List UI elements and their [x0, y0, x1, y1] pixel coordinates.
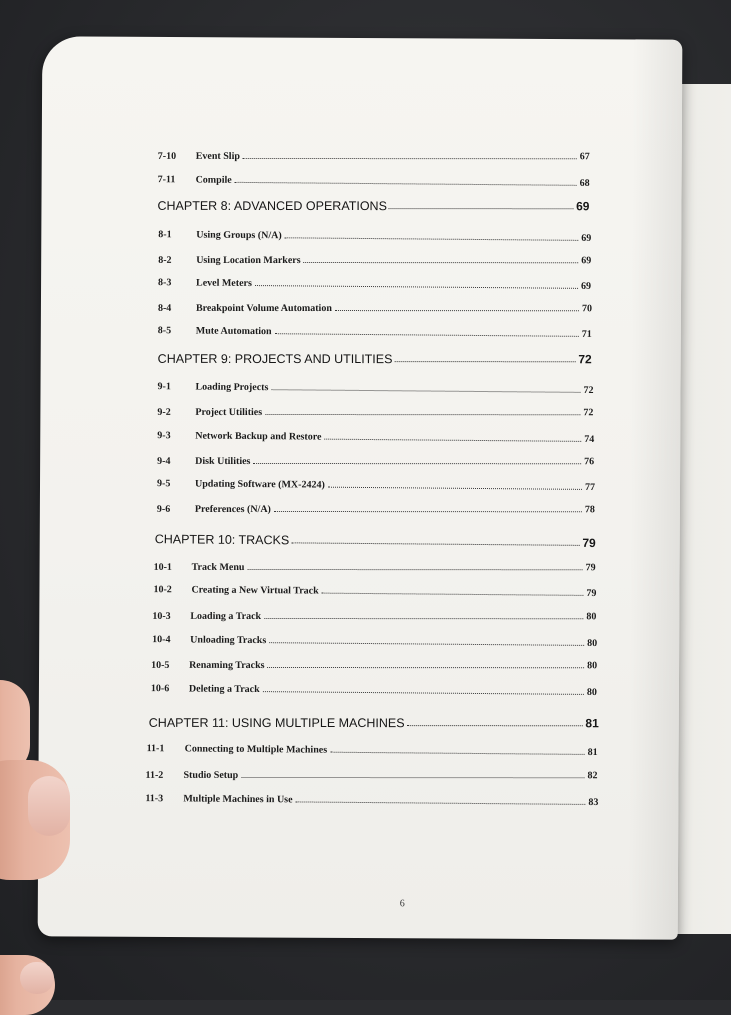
- section-title: Using Groups (N/A): [196, 229, 282, 242]
- chapter-page: 72: [578, 352, 592, 367]
- section-title: Project Utilities: [195, 406, 263, 418]
- section-number: 10-2: [153, 584, 172, 596]
- dot-leader: [335, 309, 579, 311]
- dot-leader: [407, 724, 583, 726]
- section-number: 8-4: [157, 302, 172, 314]
- section-page: 79: [586, 587, 597, 600]
- section-page: 77: [584, 481, 596, 493]
- toc-entry: [147, 740, 598, 758]
- section-page: 78: [584, 504, 595, 516]
- dot-leader: [255, 284, 578, 289]
- section-number: 10-5: [151, 659, 170, 671]
- toc-entry: [145, 767, 597, 781]
- section-page: 80: [586, 686, 597, 699]
- section-number: 8-2: [158, 254, 172, 266]
- chapter-title: CHAPTER 8: ADVANCED OPERATIONS: [157, 198, 387, 214]
- section-number: 9-5: [156, 478, 171, 490]
- section-title: Level Meters: [196, 277, 252, 290]
- chapter-heading: [149, 712, 599, 730]
- dot-leader: [243, 157, 577, 159]
- toc-entry: [153, 581, 596, 599]
- section-page: 69: [581, 255, 592, 267]
- section-page: 74: [584, 433, 595, 445]
- section-number: 7-11: [157, 174, 176, 186]
- section-page: 69: [581, 280, 592, 292]
- dot-leader: [322, 592, 584, 596]
- chapter-heading: [157, 195, 589, 213]
- section-page: 80: [586, 611, 597, 623]
- dot-leader: [285, 236, 579, 241]
- toc-entry: [158, 252, 591, 266]
- section-page: 71: [581, 328, 592, 340]
- section-title: Breakpoint Volume Automation: [195, 302, 332, 315]
- dot-leader: [328, 486, 582, 490]
- dot-leader: [263, 690, 584, 695]
- toc-entry: [154, 559, 596, 573]
- section-title: Network Backup and Restore: [195, 430, 322, 443]
- section-page: 80: [587, 637, 598, 650]
- chapter-heading: [158, 348, 592, 366]
- section-title: Studio Setup: [183, 769, 239, 781]
- section-title: Renaming Tracks: [189, 659, 265, 671]
- section-title: Updating Software (MX-2424): [194, 478, 325, 491]
- section-title: Mute Automation: [195, 325, 272, 338]
- section-title: Compile: [195, 174, 232, 186]
- section-number: 9-3: [157, 430, 171, 442]
- toc-entry: [157, 501, 595, 515]
- section-number: 8-5: [157, 325, 172, 337]
- chapter-title: CHAPTER 9: PROJECTS AND UTILITIES: [157, 351, 393, 367]
- section-number: 9-6: [156, 503, 171, 515]
- toc-entry: [145, 790, 598, 808]
- dot-leader: [264, 617, 583, 619]
- toc-entry: [157, 404, 593, 418]
- section-number: 11-3: [145, 793, 164, 805]
- page-shade: [628, 39, 683, 939]
- toc-entry: [157, 378, 593, 396]
- section-title: Loading a Track: [190, 610, 262, 622]
- toc-entry: [151, 657, 597, 671]
- section-title: Creating a New Virtual Track: [191, 584, 319, 597]
- chapter-heading: [155, 528, 596, 550]
- toc-entry: [152, 631, 597, 649]
- section-number: 8-3: [158, 277, 172, 289]
- toc-entry: [158, 300, 592, 314]
- section-page: 83: [588, 796, 599, 809]
- section-page: 81: [587, 746, 598, 759]
- toc-entry: [157, 453, 594, 467]
- hand-thumb: [0, 680, 75, 1000]
- document-page: [38, 36, 683, 939]
- section-page: 72: [583, 384, 594, 396]
- page-number: 6: [399, 898, 405, 910]
- section-title: Disk Utilities: [195, 455, 251, 467]
- section-page: 76: [584, 456, 595, 468]
- section-page: 69: [581, 232, 592, 244]
- toc-entry: [157, 427, 594, 445]
- dot-leader: [330, 751, 585, 755]
- chapter-page: 69: [576, 199, 590, 214]
- section-title: Deleting a Track: [188, 683, 260, 696]
- dot-leader: [304, 261, 579, 263]
- dot-leader: [275, 332, 579, 337]
- dot-leader: [291, 541, 579, 546]
- toc-entry: [158, 226, 591, 244]
- section-number: 11-2: [145, 769, 164, 781]
- section-title: Connecting to Multiple Machines: [184, 743, 328, 756]
- section-page: 79: [585, 562, 596, 574]
- section-page: 80: [587, 660, 598, 672]
- dot-leader: [269, 641, 584, 646]
- section-number: 10-1: [153, 561, 172, 573]
- toc-entry: [158, 148, 590, 162]
- section-page: 67: [579, 151, 590, 163]
- section-title: Multiple Machines in Use: [183, 793, 293, 806]
- dot-leader: [253, 462, 581, 464]
- dot-leader: [247, 568, 582, 570]
- toc-entry: [151, 680, 597, 698]
- section-page: 68: [579, 177, 590, 189]
- section-number: 9-4: [157, 455, 171, 467]
- section-title: Using Location Markers: [196, 254, 301, 267]
- section-number: 11-1: [146, 743, 165, 755]
- dot-leader: [241, 776, 584, 778]
- chapter-title: CHAPTER 11: USING MULTIPLE MACHINES: [148, 715, 405, 731]
- dot-leader: [235, 181, 577, 186]
- toc-entry: [152, 608, 596, 622]
- section-title: Track Menu: [191, 561, 245, 573]
- toc-entry: [158, 171, 590, 189]
- section-number: 8-1: [158, 229, 172, 241]
- section-page: 70: [581, 303, 592, 315]
- chapter-title: CHAPTER 10: TRACKS: [154, 532, 290, 548]
- chapter-page: 79: [582, 535, 596, 551]
- dot-leader: [268, 666, 585, 668]
- chapter-page: 81: [585, 716, 599, 731]
- dot-leader: [324, 438, 581, 442]
- section-number: 9-1: [157, 381, 171, 393]
- section-number: 10-4: [152, 634, 171, 646]
- section-number: 10-3: [152, 610, 171, 622]
- dot-leader: [296, 800, 586, 805]
- section-title: Event Slip: [195, 150, 240, 162]
- toc-entry: [158, 274, 591, 292]
- section-number: 9-2: [157, 406, 171, 418]
- section-title: Loading Projects: [195, 381, 269, 394]
- toc-entry: [157, 475, 595, 493]
- section-number: 10-6: [150, 683, 170, 695]
- section-number: 7-10: [157, 150, 177, 162]
- section-page: 82: [587, 770, 598, 782]
- dot-leader: [394, 360, 575, 362]
- dot-leader: [274, 510, 582, 512]
- dot-leader: [265, 413, 580, 415]
- dot-leader: [389, 207, 573, 209]
- dot-leader: [271, 388, 580, 393]
- section-title: Preferences (N/A): [194, 503, 271, 515]
- section-title: Unloading Tracks: [190, 634, 267, 647]
- toc-entry: [158, 322, 592, 340]
- section-page: 72: [583, 407, 594, 419]
